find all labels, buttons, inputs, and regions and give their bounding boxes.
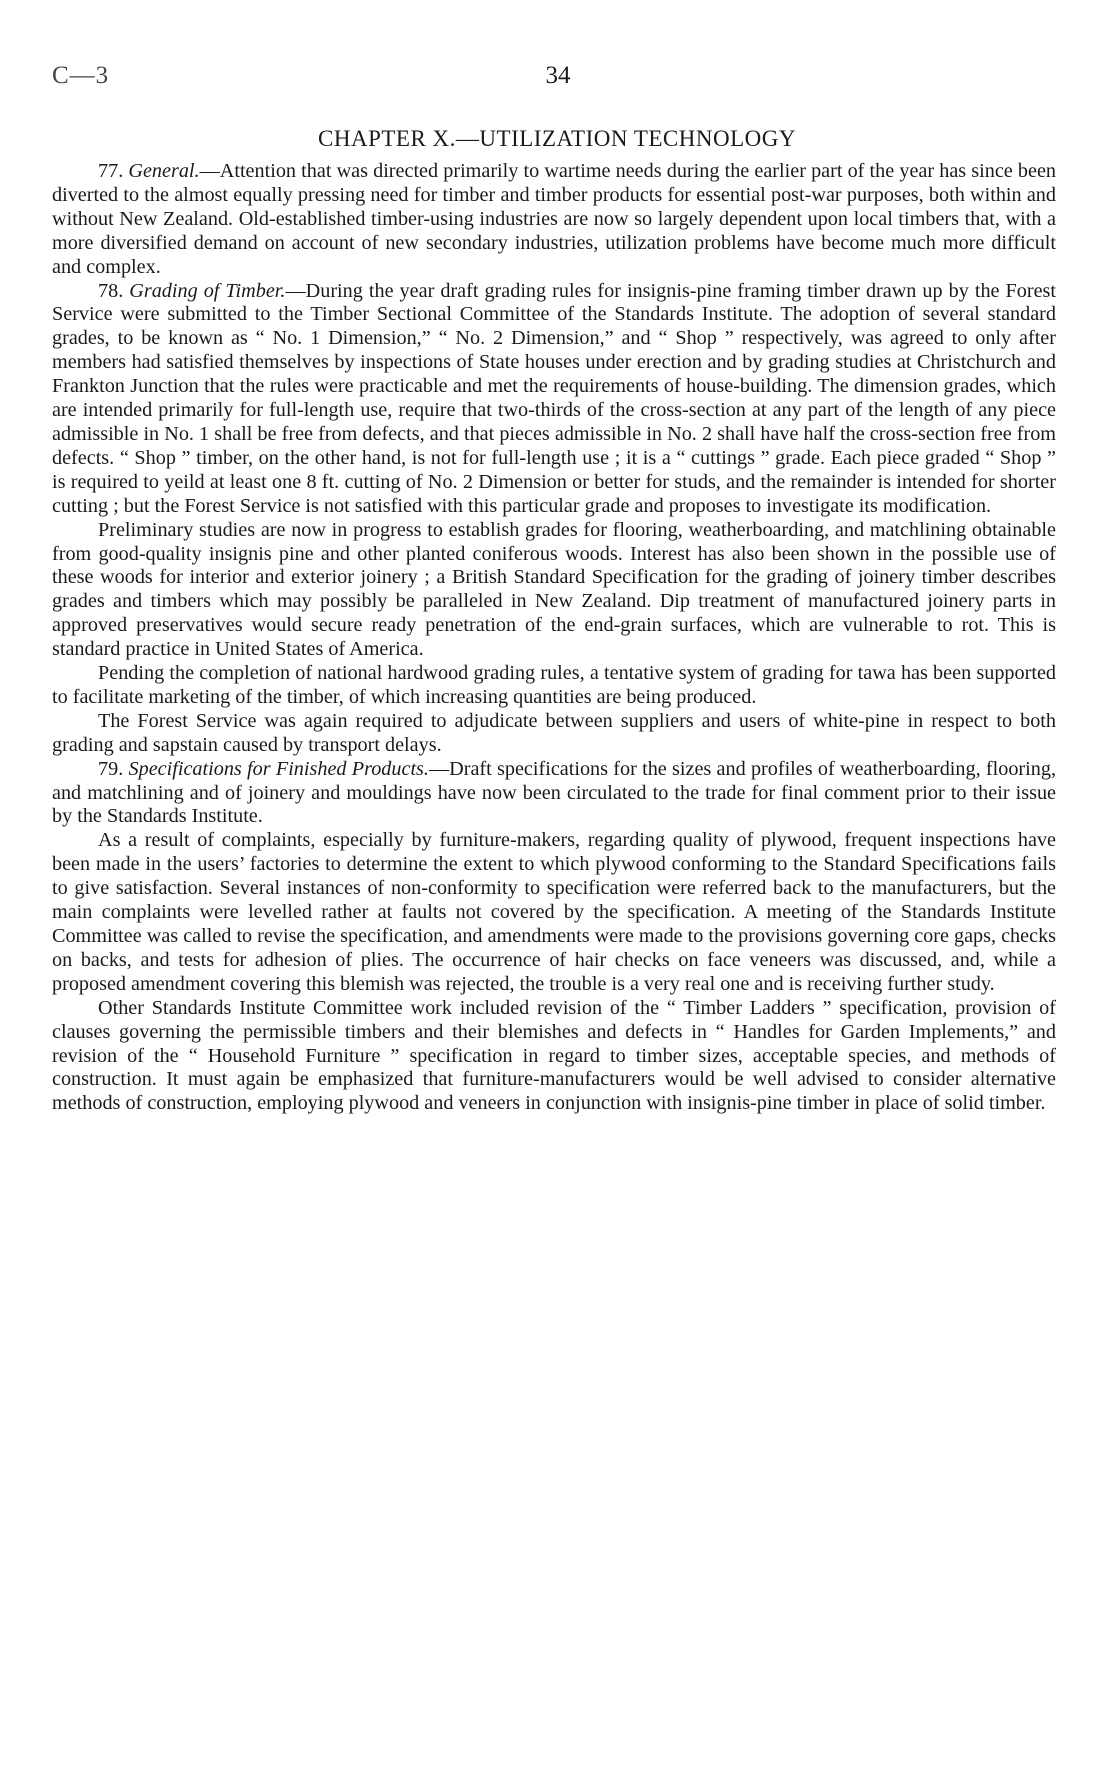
document-reference: C—3 [52, 62, 110, 89]
paragraph-text: Other Standards Institute Committee work included revision of the “ Timber Ladders ” specification, provision of clauses governing the permissible timbers and their blemishes and defects in “ Handles for Garden Implements,” and revision of the “ Household Furniture ” specification in regard to timber sizes, acceptable species, and methods of construction. It must again be emphasized that furniture-manufacturers would be well advised to consider alternative methods of construction, employing plywood and veneers in conjunction with insignis-pine timber in place of solid timber. [52, 996, 1056, 1115]
paragraph-text: —Attention that was directed primarily to wartime needs during the earlier part of the year has since been diverted to the almost equally pressing need for timber and timber products for essential post-war purposes, both within and without New Zealand. Old-established timber-using industries are now so largely dependent upon local timbers that, with a more diversified demand on account of new secondary industries, utilization problems have become much more difficult and complex. [52, 160, 1056, 278]
paragraph-77 [52, 160, 1056, 280]
paragraph-tawa-grading [52, 662, 1056, 710]
paragraph-text: —During the year draft grading rules for insignis-pine framing timber drawn up by the Forest Service were submitted to the Timber Sectional Committee of the Standards Institute. The adoption of several standard grades, to be known as “ No. 1 Dimension,” “ No. 2 Dimension,” and “ Shop ” respectively, was agreed to only after members had satisfied themselves by inspections of State houses under erection and by grading studies at Christchurch and Frankton Junction that the rules were practicable and met the requirements of house-building. The dimension grades, which are intended primarily for full-length use, require that two-thirds of the cross-section at any part of the length of any piece admissible in No. 1 shall be free from defects, and that pieces admissible in No. 2 shall have half the cross-section free from defects. “ Shop ” timber, on the other hand, is not for full-length use ; it is a “ cuttings ” grade. Each piece graded “ Shop ” is required to yeild at least one 8 ft. cutting of No. 2 Dimension or better for studs, and the remainder is intended for shorter cutting ; but the Forest Service is not satisfied with this particular grade and proposes to investigate its modification. [52, 279, 1057, 517]
paragraph-heading: Grading of Timber. [129, 279, 286, 302]
paragraph-text: —Draft specifications for the sizes and profiles of weatherboarding, flooring, and matchlining and of joinery and mouldings have now been circulated to the trade for final comment prior to their issue by the Standards Institute. [52, 757, 1057, 828]
paragraph-text: Pending the completion of national hardwood grading rules, a tentative system of grading for tawa has been supported to facilitate marketing of the timber, of which increasing quantities are being produced. [52, 662, 1056, 708]
paragraph-committee-work [52, 997, 1056, 1117]
paragraph-78 [52, 280, 1056, 519]
paragraph-number: 77. [98, 160, 124, 182]
paragraph-number: 79. [98, 757, 124, 780]
page-header [48, 62, 1068, 102]
paragraph-preliminary-studies [52, 519, 1056, 662]
paragraph-text: The Forest Service was again required to adjudicate between suppliers and users of white-pine in respect to both grading and sapstain caused by transport delays. [52, 709, 1056, 756]
paragraph-text: Preliminary studies are now in progress to establish grades for flooring, weatherboarding, and matchlining obtainable from good-quality insignis pine and other planted coniferous woods. Interest has also been shown in the possible use of these woods for interior and exterior joinery ; a British Standard Specification for the grading of joinery timber describes grades and timbers which may possibly be paralleled in New Zealand. Dip treatment of manufactured joinery parts in approved preservatives would secure ready penetration of the end-grain surfaces, which are vulnerable to rot. This is standard practice in United States of America. [52, 518, 1056, 661]
paragraph-white-pine [52, 710, 1056, 758]
paragraph-79 [52, 758, 1056, 830]
paragraph-number: 78. [98, 279, 124, 302]
page-number: 34 [545, 62, 571, 89]
paragraph-text: As a result of complaints, especially by furniture-makers, regarding quality of plywood, frequent inspections have been made in the users’ factories to determine the extent to which plywood conforming to the Standard Specifications fails to give satisfaction. Several instances of non-conformity to specification were referred back to the manufacturers, but the main complaints were levelled rather at faults not covered by the specification. A meeting of the Standards Institute Committee was called to revise the specification, and amendments were made to the provisions governing core gaps, checks on backs, and tests for adhesion of plies. The occurrence of hair checks on face veneers was discussed, and, while a proposed amendment covering this blemish was rejected, the trouble is a very real one and is receiving further study. [52, 829, 1057, 995]
paragraph-heading: Specifications for Finished Products. [128, 757, 429, 780]
chapter-title: CHAPTER X.—UTILIZATION TECHNOLOGY [318, 126, 796, 151]
paragraph-heading: General. [128, 160, 200, 182]
paragraph-plywood-complaints [52, 829, 1056, 996]
body-text [52, 160, 1056, 1116]
